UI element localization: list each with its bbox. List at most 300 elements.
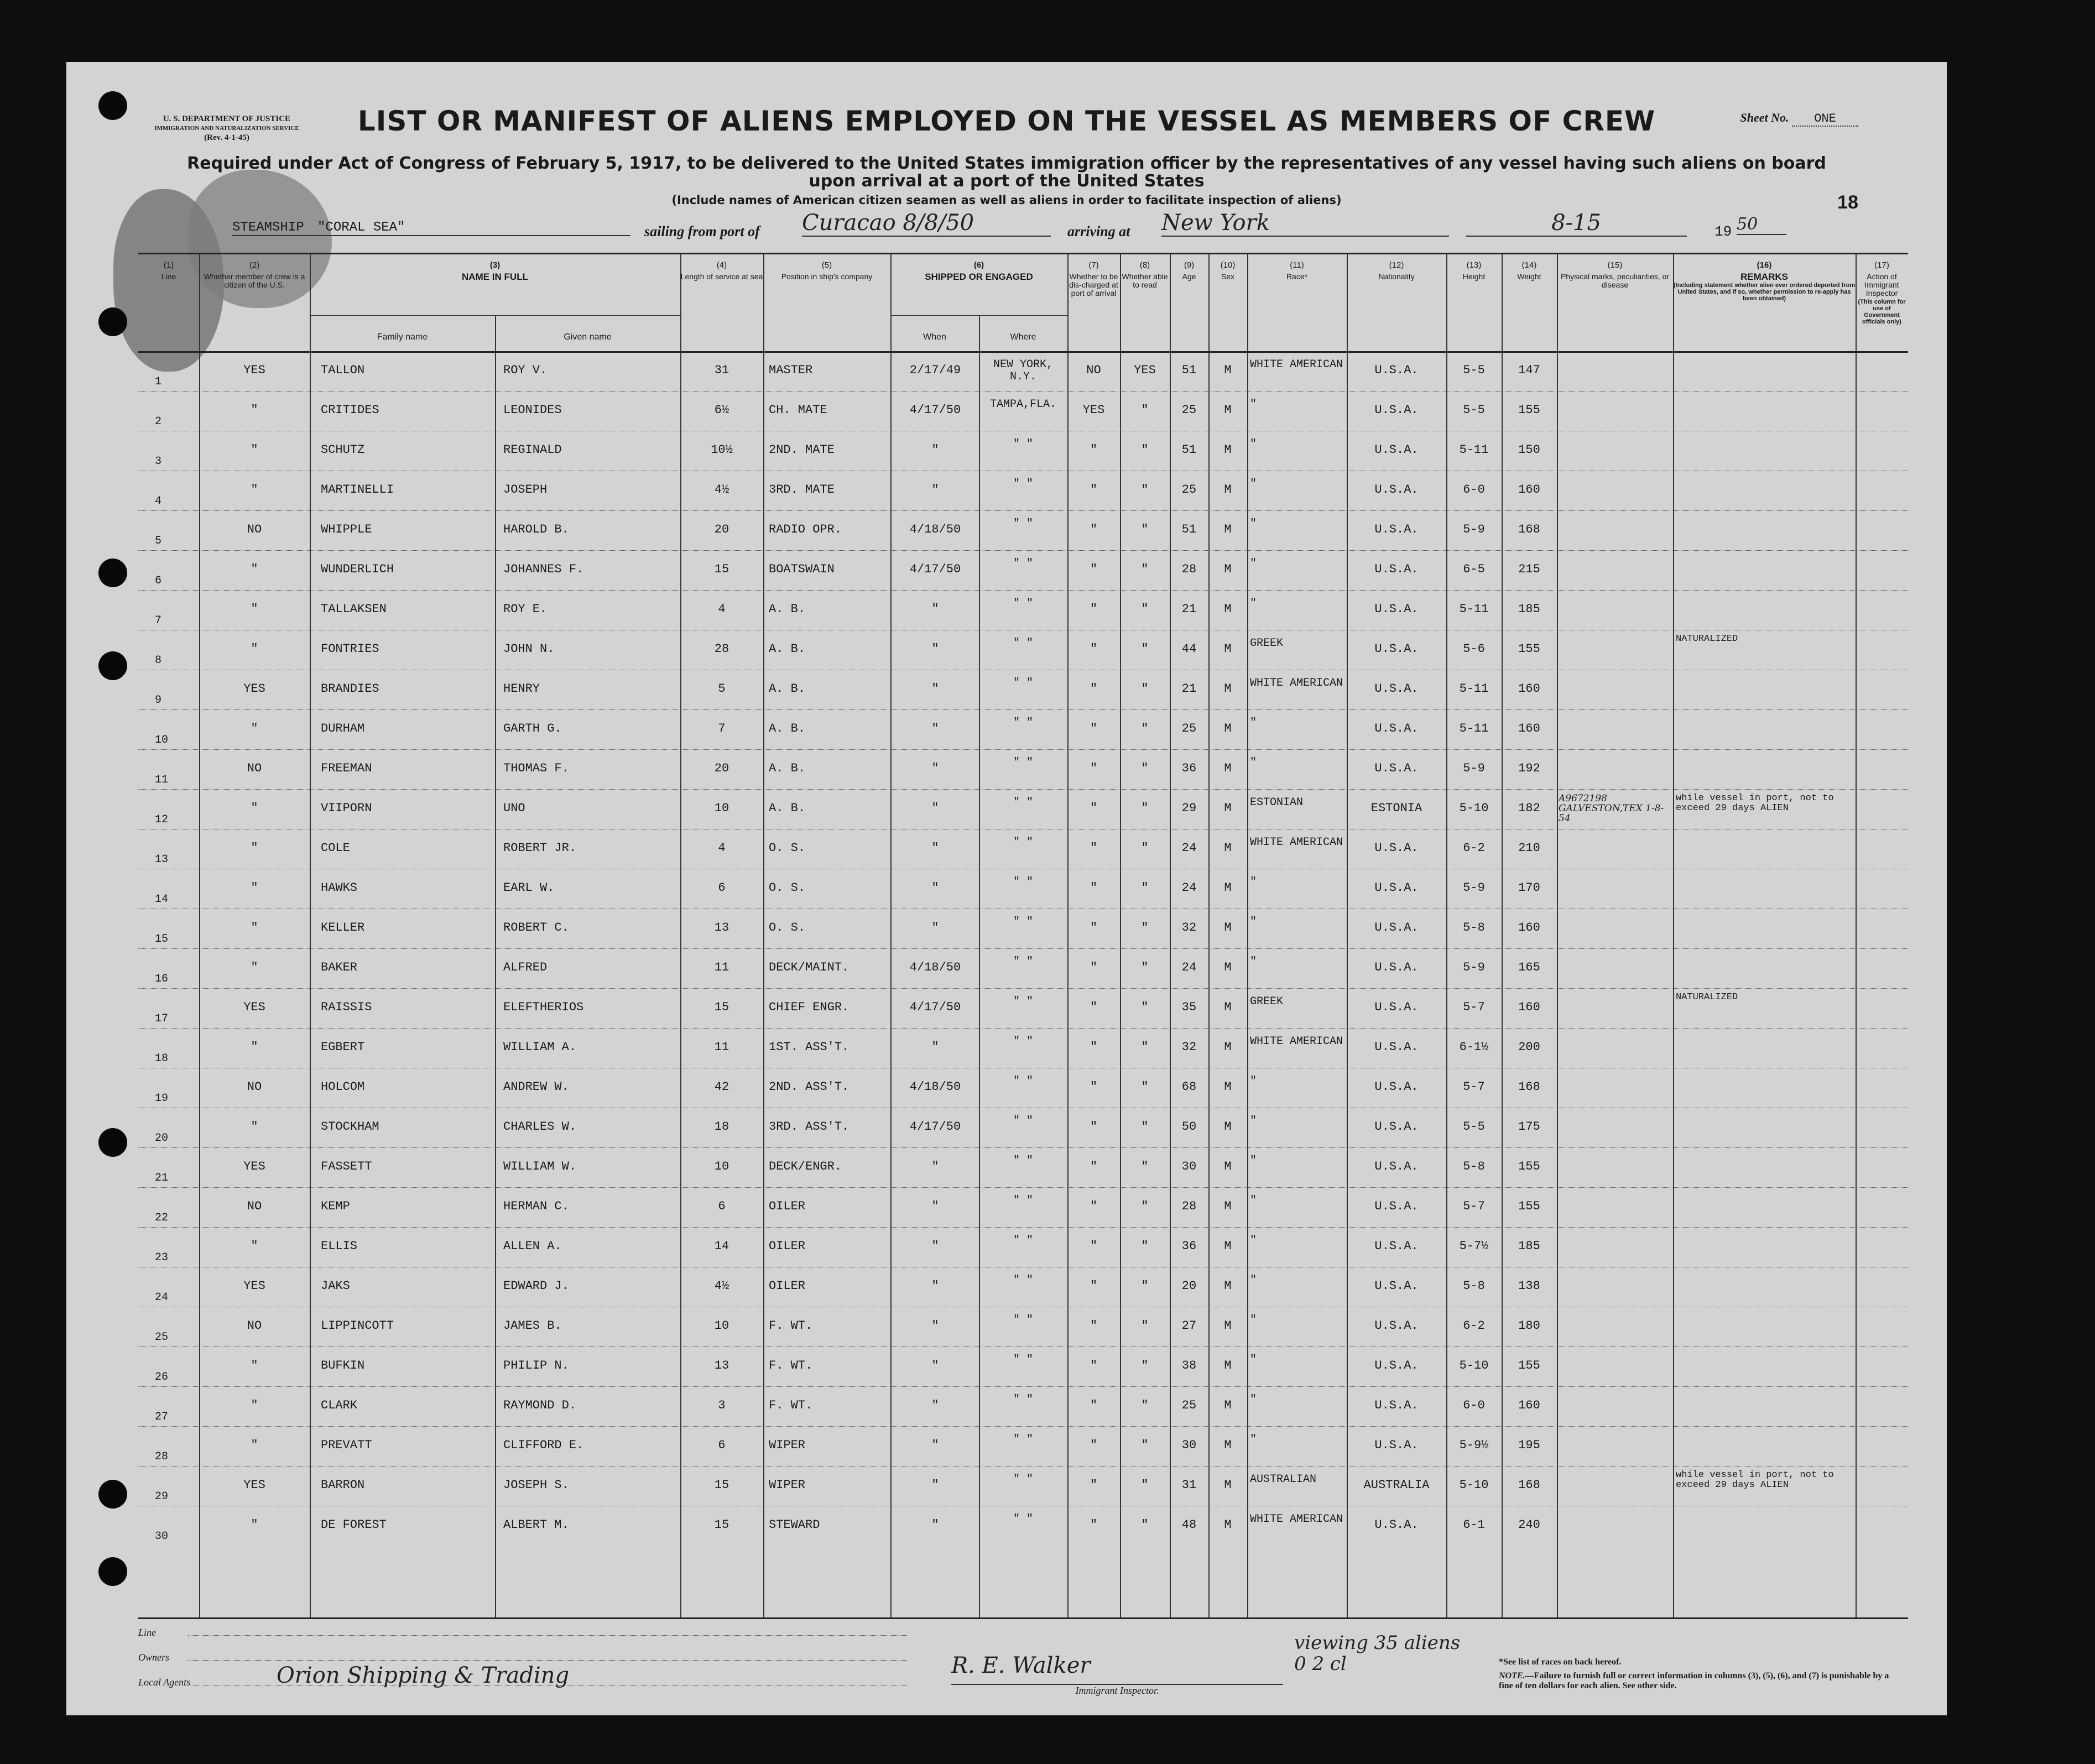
header-number: (12) bbox=[1389, 260, 1404, 270]
cell-nat: U.S.A. bbox=[1374, 961, 1419, 974]
header-number: (7) bbox=[1088, 260, 1099, 270]
cell-sex: M bbox=[1224, 562, 1232, 576]
cell-race: " bbox=[1250, 598, 1257, 610]
cell-sex: M bbox=[1224, 1319, 1232, 1333]
cell-where: " " bbox=[1013, 558, 1033, 570]
cell-race: WHITE AMERICAN bbox=[1250, 359, 1343, 371]
cell-fam: CLARK bbox=[321, 1398, 358, 1412]
row-number: 27 bbox=[155, 1411, 169, 1423]
cell-dis: NO bbox=[1086, 363, 1101, 377]
table-row bbox=[138, 789, 1908, 829]
inspector-signature: R. E. Walker bbox=[951, 1653, 1091, 1678]
cell-sex: M bbox=[1224, 1160, 1232, 1173]
handwritten-note: viewing 35 aliens 0 2 cl bbox=[1294, 1632, 1461, 1675]
cell-wt: 168 bbox=[1518, 1478, 1540, 1492]
cell-rem bbox=[1676, 1072, 1856, 1105]
cell-svc: 10½ bbox=[711, 443, 733, 457]
cell-nat: U.S.A. bbox=[1374, 562, 1419, 576]
cell-read: " bbox=[1141, 1478, 1149, 1492]
cell-when: " bbox=[931, 1518, 939, 1532]
cell-sex: M bbox=[1224, 801, 1232, 815]
header-number: (10) bbox=[1220, 260, 1236, 270]
cell-pos: A. B. bbox=[769, 722, 806, 735]
row-number: 21 bbox=[155, 1172, 169, 1184]
cell-dis: " bbox=[1090, 841, 1098, 855]
year-prefix: 19 bbox=[1714, 223, 1732, 240]
header-sub: Given name bbox=[564, 332, 612, 342]
row-number: 1 bbox=[155, 375, 162, 388]
cell-fam: FASSETT bbox=[321, 1160, 372, 1173]
cell-age: 51 bbox=[1181, 523, 1197, 536]
cell-rem bbox=[1676, 1351, 1856, 1384]
cell-giv: HERMAN C. bbox=[503, 1199, 569, 1213]
cell-pos: A. B. bbox=[769, 761, 806, 775]
table-row bbox=[138, 670, 1908, 709]
cell-sex: M bbox=[1224, 761, 1232, 775]
cell-sex: M bbox=[1224, 523, 1232, 536]
cell-fam: WUNDERLICH bbox=[321, 562, 394, 576]
cell-nat: U.S.A. bbox=[1374, 722, 1419, 735]
cell-when: " bbox=[931, 1478, 939, 1492]
cell-sex: M bbox=[1224, 1398, 1232, 1412]
binder-hole bbox=[98, 651, 127, 680]
header-number: (11) bbox=[1290, 260, 1304, 270]
row-number: 4 bbox=[155, 495, 162, 508]
cell-wt: 185 bbox=[1518, 1239, 1540, 1253]
cell-read: " bbox=[1141, 1359, 1149, 1372]
cell-rem bbox=[1676, 475, 1856, 508]
cell-read: " bbox=[1141, 403, 1149, 417]
binder-hole bbox=[98, 1128, 127, 1157]
cell-pos: 3RD. MATE bbox=[769, 483, 835, 497]
cell-pos: BOATSWAIN bbox=[769, 562, 835, 576]
cell-pos: 2ND. ASS'T. bbox=[769, 1080, 850, 1094]
binder-hole bbox=[98, 91, 127, 120]
cell-giv: JAMES B. bbox=[503, 1319, 562, 1333]
cell-giv: WILLIAM W. bbox=[503, 1160, 577, 1173]
cell-cit: " bbox=[251, 961, 258, 974]
cell-dis: " bbox=[1090, 1199, 1098, 1213]
cell-cit: " bbox=[251, 1359, 258, 1372]
cell-read: " bbox=[1141, 881, 1149, 895]
cell-dis: " bbox=[1090, 801, 1098, 815]
cell-ht: 5-9 bbox=[1463, 961, 1485, 974]
cell-rem bbox=[1676, 953, 1856, 986]
cell-read: " bbox=[1141, 1319, 1149, 1333]
cell-cit: YES bbox=[243, 1000, 265, 1014]
cell-marks bbox=[1559, 1231, 1672, 1265]
cell-svc: 15 bbox=[714, 1518, 729, 1532]
cell-giv: JOSEPH bbox=[503, 483, 548, 497]
cell-giv: GARTH G. bbox=[503, 722, 562, 735]
row-number: 20 bbox=[155, 1132, 169, 1145]
cell-marks bbox=[1559, 435, 1672, 468]
table-row bbox=[138, 829, 1908, 869]
cell-rem: NATURALIZED bbox=[1676, 634, 1738, 644]
cell-sex: M bbox=[1224, 682, 1232, 696]
cell-dis: " bbox=[1090, 1040, 1098, 1054]
cell-pos: DECK/MAINT. bbox=[769, 961, 850, 974]
cell-sex: M bbox=[1224, 483, 1232, 497]
cell-sex: M bbox=[1224, 1518, 1232, 1532]
cell-race: " bbox=[1250, 1115, 1257, 1128]
cell-when: 4/18/50 bbox=[909, 1080, 961, 1094]
cell-read: " bbox=[1141, 523, 1149, 536]
row-number: 28 bbox=[155, 1450, 169, 1463]
cell-read: " bbox=[1141, 1279, 1149, 1293]
cell-wt: 170 bbox=[1518, 881, 1540, 895]
cell-ht: 6-5 bbox=[1463, 562, 1485, 576]
cell-pos: CHIEF ENGR. bbox=[769, 1000, 850, 1014]
cell-race: " bbox=[1250, 1275, 1257, 1287]
cell-age: 51 bbox=[1181, 363, 1197, 377]
table-row bbox=[138, 1227, 1908, 1267]
cell-nat: U.S.A. bbox=[1374, 1438, 1419, 1452]
cell-when: 4/18/50 bbox=[909, 523, 961, 536]
cell-cit: " bbox=[251, 1239, 258, 1253]
cell-giv: CHARLES W. bbox=[503, 1120, 577, 1134]
cell-race: " bbox=[1250, 717, 1257, 729]
cell-dis: " bbox=[1090, 1120, 1098, 1134]
year-suffix: 50 bbox=[1737, 215, 1786, 235]
cell-read: " bbox=[1141, 1518, 1149, 1532]
table-row bbox=[138, 1267, 1908, 1307]
page-title: LIST OR MANIFEST OF ALIENS EMPLOYED ON THE VESSEL AS MEMBERS OF CREW bbox=[357, 105, 1656, 137]
cell-sex: M bbox=[1224, 1199, 1232, 1213]
cell-pos: 1ST. ASS'T. bbox=[769, 1040, 850, 1054]
footer bbox=[138, 1624, 1908, 1702]
cell-age: 51 bbox=[1181, 443, 1197, 457]
cell-wt: 240 bbox=[1518, 1518, 1540, 1532]
cell-age: 25 bbox=[1181, 483, 1197, 497]
cell-race: " bbox=[1250, 1354, 1257, 1366]
cell-ht: 5-5 bbox=[1463, 363, 1485, 377]
cell-where: " " bbox=[1013, 1195, 1033, 1207]
cell-race: " bbox=[1250, 956, 1257, 968]
cell-when: " bbox=[931, 1398, 939, 1412]
header-number: (1) bbox=[163, 260, 174, 270]
cell-svc: 20 bbox=[714, 761, 729, 775]
header-subrule bbox=[310, 315, 680, 316]
cell-race: " bbox=[1250, 876, 1257, 889]
cell-giv: HAROLD B. bbox=[503, 523, 569, 536]
cell-when: " bbox=[931, 722, 939, 735]
cell-sex: M bbox=[1224, 1040, 1232, 1054]
cell-rem bbox=[1676, 714, 1856, 747]
cell-cit: " bbox=[251, 722, 258, 735]
header-number: (3) bbox=[489, 260, 501, 270]
cell-rem bbox=[1676, 1192, 1856, 1225]
cell-nat: U.S.A. bbox=[1374, 602, 1419, 616]
cell-marks bbox=[1559, 594, 1672, 628]
cell-age: 29 bbox=[1181, 801, 1197, 815]
header-label: Whether to be dis-charged at port of arrival bbox=[1069, 272, 1118, 298]
row-number: 9 bbox=[155, 694, 162, 707]
cell-where: " " bbox=[1013, 876, 1033, 889]
cell-nat: U.S.A. bbox=[1374, 921, 1419, 935]
cell-when: " bbox=[931, 642, 939, 656]
cell-pos: WIPER bbox=[769, 1478, 806, 1492]
cell-giv: EARL W. bbox=[503, 881, 555, 895]
fine-note-label: NOTE. bbox=[1499, 1671, 1525, 1681]
cell-wt: 160 bbox=[1518, 682, 1540, 696]
cell-sex: M bbox=[1224, 1000, 1232, 1014]
cell-svc: 6½ bbox=[714, 403, 729, 417]
table-row bbox=[138, 630, 1908, 670]
cell-rem bbox=[1676, 1271, 1856, 1304]
sheet-number bbox=[1740, 111, 1859, 127]
cell-where: " " bbox=[1013, 638, 1033, 650]
cell-svc: 42 bbox=[714, 1080, 729, 1094]
cell-when: " bbox=[931, 1199, 939, 1213]
cell-rem bbox=[1676, 356, 1856, 389]
cell-fam: MARTINELLI bbox=[321, 483, 394, 497]
row-number: 29 bbox=[155, 1490, 169, 1503]
cell-nat: U.S.A. bbox=[1374, 363, 1419, 377]
header-number: (16) bbox=[1757, 260, 1772, 270]
cell-where: " " bbox=[1013, 1155, 1033, 1167]
cell-marks bbox=[1559, 913, 1672, 946]
cell-sex: M bbox=[1224, 722, 1232, 735]
cell-ht: 5-7 bbox=[1463, 1080, 1485, 1094]
header-label: NAME IN FULL bbox=[462, 272, 528, 282]
cell-nat: AUSTRALIA bbox=[1363, 1478, 1430, 1492]
cell-sex: M bbox=[1224, 363, 1232, 377]
footer-line-rule bbox=[188, 1635, 907, 1636]
sailing-label: sailing from port of bbox=[644, 223, 760, 239]
cell-ht: 5-7 bbox=[1463, 1000, 1485, 1014]
cell-marks bbox=[1559, 1391, 1672, 1424]
cell-race: " bbox=[1250, 916, 1257, 928]
cell-cit: " bbox=[251, 483, 258, 497]
header-number: (4) bbox=[716, 260, 727, 270]
cell-wt: 147 bbox=[1518, 363, 1540, 377]
cell-fam: BARRON bbox=[321, 1478, 365, 1492]
cell-age: 24 bbox=[1181, 881, 1197, 895]
header-label: Position in ship's company bbox=[781, 272, 873, 281]
page-number: 18 bbox=[1837, 192, 1858, 213]
header-label: Weight bbox=[1517, 272, 1541, 281]
cell-giv: ELEFTHERIOS bbox=[503, 1000, 584, 1014]
cell-marks bbox=[1559, 1032, 1672, 1066]
cell-wt: 138 bbox=[1518, 1279, 1540, 1293]
cell-marks bbox=[1559, 1112, 1672, 1145]
cell-where: " " bbox=[1013, 1474, 1033, 1486]
cell-wt: 160 bbox=[1518, 722, 1540, 735]
cell-marks bbox=[1559, 1431, 1672, 1464]
cell-pos: O. S. bbox=[769, 881, 806, 895]
cell-ht: 5-8 bbox=[1463, 921, 1485, 935]
cell-where: " " bbox=[1013, 1354, 1033, 1366]
cell-wt: 160 bbox=[1518, 1000, 1540, 1014]
cell-race: " bbox=[1250, 1076, 1257, 1088]
cell-fam: KEMP bbox=[321, 1199, 350, 1213]
cell-dis: YES bbox=[1082, 403, 1105, 417]
cell-wt: 182 bbox=[1518, 801, 1540, 815]
cell-ht: 5-9½ bbox=[1459, 1438, 1489, 1452]
cell-where: " " bbox=[1013, 518, 1033, 530]
cell-age: 31 bbox=[1181, 1478, 1197, 1492]
cell-wt: 200 bbox=[1518, 1040, 1540, 1054]
header-c10 bbox=[1208, 261, 1247, 281]
crew-table bbox=[138, 253, 1908, 1619]
cell-pos: MASTER bbox=[769, 363, 813, 377]
header-label: Race* bbox=[1286, 272, 1308, 281]
dept-line-3: (Rev. 4-1-45) bbox=[204, 133, 249, 142]
binder-hole bbox=[98, 307, 127, 336]
cell-read: " bbox=[1141, 841, 1149, 855]
cell-race: " bbox=[1250, 757, 1257, 769]
table-row bbox=[138, 869, 1908, 909]
cell-when: " bbox=[931, 682, 939, 696]
cell-race: " bbox=[1250, 439, 1257, 451]
table-row bbox=[138, 1108, 1908, 1147]
cell-race: GREEK bbox=[1250, 638, 1284, 650]
table-row bbox=[138, 1187, 1908, 1227]
cell-marks bbox=[1559, 515, 1672, 548]
table-row bbox=[138, 749, 1908, 789]
cell-pos: F. WT. bbox=[769, 1398, 813, 1412]
sheet-number-label: Sheet No. bbox=[1740, 111, 1789, 124]
cell-nat: U.S.A. bbox=[1374, 1279, 1419, 1293]
header-label: Sex bbox=[1221, 272, 1235, 281]
cell-when: 4/17/50 bbox=[909, 403, 961, 417]
cell-giv: JOHN N. bbox=[503, 642, 555, 656]
cell-cit: " bbox=[251, 443, 258, 457]
header-sublabel: (Including statement whether alien ever ordered deported from United States, and if so, whether permission to re-apply has been obtained) bbox=[1673, 282, 1856, 302]
cell-svc: 6 bbox=[718, 1438, 726, 1452]
subtitle: Required under Act of Congress of February 5, 1917, to be delivered to the United States immigration officer by the representatives of any vessel having such aliens on board upon arrival at a port of the United States bbox=[187, 154, 1826, 191]
row-number: 13 bbox=[155, 853, 169, 866]
cell-giv: LEONIDES bbox=[503, 403, 562, 417]
sailing-from: Curacao 8/8/50 bbox=[802, 210, 1051, 237]
cell-when: " bbox=[931, 881, 939, 895]
cell-wt: 155 bbox=[1518, 1199, 1540, 1213]
cell-svc: 28 bbox=[714, 642, 729, 656]
cell-svc: 14 bbox=[714, 1239, 729, 1253]
cell-where: " " bbox=[1013, 916, 1033, 928]
cell-rem: while vessel in port, not to exceed 29 days ALIEN bbox=[1676, 1470, 1834, 1490]
cell-wt: 185 bbox=[1518, 602, 1540, 616]
table-row bbox=[138, 1386, 1908, 1426]
cell-nat: U.S.A. bbox=[1374, 682, 1419, 696]
cell-race: " bbox=[1250, 1434, 1257, 1446]
cell-when: " bbox=[931, 1438, 939, 1452]
cell-wt: 192 bbox=[1518, 761, 1540, 775]
cell-marks bbox=[1559, 1351, 1672, 1384]
cell-dis: " bbox=[1090, 1518, 1098, 1532]
cell-where: " " bbox=[1013, 478, 1033, 490]
cell-pos: OILER bbox=[769, 1199, 806, 1213]
cell-giv: ROY E. bbox=[503, 602, 548, 616]
header-c4 bbox=[680, 261, 763, 281]
manifest-sheet bbox=[66, 62, 1947, 1715]
cell-rem bbox=[1676, 674, 1856, 707]
cell-wt: 150 bbox=[1518, 443, 1540, 457]
cell-when: " bbox=[931, 1160, 939, 1173]
cell-dis: " bbox=[1090, 443, 1098, 457]
cell-nat: U.S.A. bbox=[1374, 841, 1419, 855]
cell-dis: " bbox=[1090, 1359, 1098, 1372]
cell-pos: STEWARD bbox=[769, 1518, 820, 1532]
cell-ht: 5-11 bbox=[1459, 602, 1489, 616]
cell-where: " " bbox=[1013, 956, 1033, 968]
cell-when: " bbox=[931, 1359, 939, 1372]
cell-marks bbox=[1559, 1152, 1672, 1185]
cell-dis: " bbox=[1090, 1239, 1098, 1253]
races-note: *See list of races on back hereof. bbox=[1499, 1657, 1622, 1667]
header-c8 bbox=[1120, 261, 1170, 289]
cell-dis: " bbox=[1090, 1160, 1098, 1173]
cell-when: " bbox=[931, 443, 939, 457]
cell-fam: BAKER bbox=[321, 961, 358, 974]
cell-marks bbox=[1559, 1510, 1672, 1543]
cell-svc: 10 bbox=[714, 801, 729, 815]
cell-pos: F. WT. bbox=[769, 1359, 813, 1372]
header-label: REMARKS bbox=[1740, 272, 1788, 282]
cell-age: 30 bbox=[1181, 1160, 1197, 1173]
row-number: 14 bbox=[155, 893, 169, 906]
cell-where: " " bbox=[1013, 1115, 1033, 1128]
header-number: (2) bbox=[249, 260, 260, 270]
cell-sex: M bbox=[1224, 1239, 1232, 1253]
cell-race: " bbox=[1250, 1155, 1257, 1167]
cell-nat: U.S.A. bbox=[1374, 642, 1419, 656]
cell-pos: O. S. bbox=[769, 921, 806, 935]
cell-rem: while vessel in port, not to exceed 29 days ALIEN bbox=[1676, 794, 1834, 813]
cell-nat: U.S.A. bbox=[1374, 523, 1419, 536]
row-number: 24 bbox=[155, 1291, 169, 1304]
row-number: 3 bbox=[155, 455, 162, 468]
header-number: (9) bbox=[1184, 260, 1195, 270]
cell-nat: U.S.A. bbox=[1374, 1000, 1419, 1014]
cell-age: 21 bbox=[1181, 682, 1197, 696]
table-row bbox=[138, 510, 1908, 550]
cell-age: 24 bbox=[1181, 841, 1197, 855]
cell-when: 2/17/49 bbox=[909, 363, 961, 377]
cell-fam: WHIPPLE bbox=[321, 523, 372, 536]
cell-dis: " bbox=[1090, 1438, 1098, 1452]
cell-dis: " bbox=[1090, 881, 1098, 895]
cell-sex: M bbox=[1224, 1478, 1232, 1492]
cell-race: AUSTRALIAN bbox=[1250, 1474, 1317, 1486]
cell-fam: SCHUTZ bbox=[321, 443, 365, 457]
cell-cit: YES bbox=[243, 1279, 265, 1293]
cell-fam: DURHAM bbox=[321, 722, 365, 735]
cell-fam: HAWKS bbox=[321, 881, 358, 895]
cell-ht: 5-9 bbox=[1463, 761, 1485, 775]
header-label: Whether able to read bbox=[1122, 272, 1168, 289]
cell-wt: 155 bbox=[1518, 1160, 1540, 1173]
cell-nat: U.S.A. bbox=[1374, 1319, 1419, 1333]
cell-where: " " bbox=[1013, 1275, 1033, 1287]
cell-where: " " bbox=[1013, 598, 1033, 610]
header-sub: Where bbox=[1010, 332, 1036, 342]
cell-fam: FONTRIES bbox=[321, 642, 379, 656]
cell-where: " " bbox=[1013, 1434, 1033, 1446]
header-number: (6) bbox=[973, 260, 984, 270]
cell-marks bbox=[1559, 873, 1672, 906]
cell-svc: 3 bbox=[718, 1398, 726, 1412]
cell-ht: 5-7½ bbox=[1459, 1239, 1489, 1253]
cell-pos: RADIO OPR. bbox=[769, 523, 842, 536]
cell-marks: A9672198 GALVESTON,TEX 1-8-54 bbox=[1559, 794, 1664, 824]
cell-where: " " bbox=[1013, 1036, 1033, 1048]
cell-svc: 4 bbox=[718, 602, 726, 616]
cell-where: NEW YORK, N.Y. bbox=[993, 359, 1054, 383]
footer-owners-rule bbox=[188, 1660, 907, 1661]
cell-race: " bbox=[1250, 1394, 1257, 1406]
